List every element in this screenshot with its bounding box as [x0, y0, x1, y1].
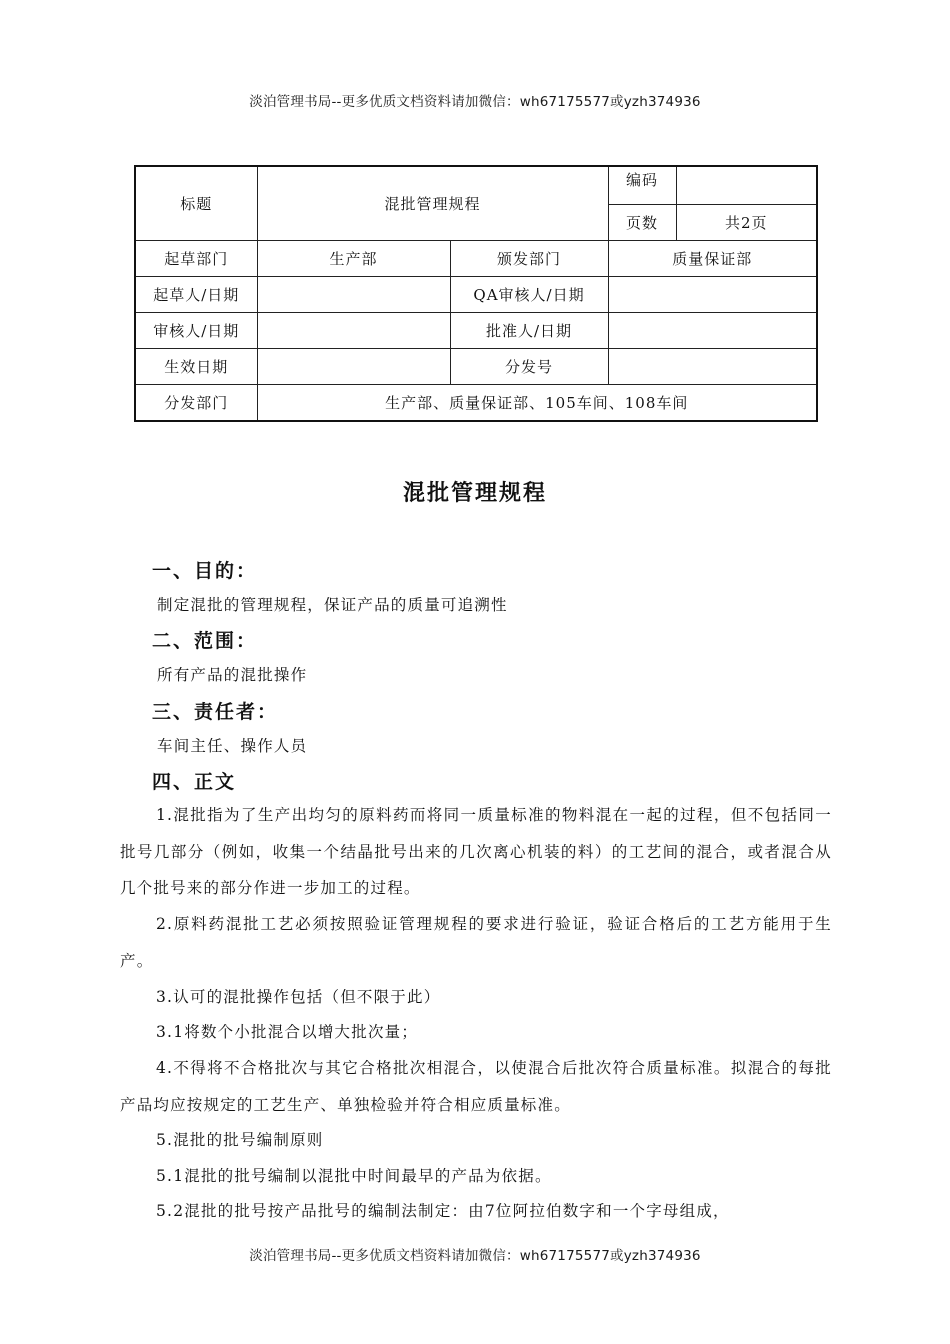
- page-footer: 淡泊管理书局--更多优质文档资料请加微信：wh67175577或yzh374936: [249, 1248, 701, 1264]
- table-row: [135, 277, 817, 313]
- document-title: 混批管理规程: [402, 480, 547, 506]
- approver-label: 批准人/日期: [450, 313, 608, 349]
- section-heading-body: 四、正文: [152, 771, 237, 793]
- document-info-table: [134, 165, 818, 422]
- draft-dept-value: 生产部: [257, 241, 450, 277]
- approver-value: [608, 313, 817, 349]
- effective-date-label: 生效日期: [135, 349, 257, 385]
- effective-date-value: [257, 349, 450, 385]
- pages-value: 共2页: [676, 205, 817, 241]
- table-row: [135, 385, 817, 422]
- title-label: 标题: [135, 166, 257, 241]
- section-text-responsibility: 车间主任、操作人员: [157, 737, 308, 755]
- body-paragraph-5-1: 5.1混批的批号编制以混批中时间最早的产品为依据。: [156, 1167, 552, 1185]
- section-heading-scope: 二、范围：: [152, 630, 258, 652]
- body-paragraph-1: 1.混批指为了生产出均匀的原料药而将同一质量标准的物料混在一起的过程，但不包括同一批号几部分（例如，收集一个结晶批号出来的几次离心机装的料）的工艺间的混合，或者混合从几个批号来的部分作进一步加工的过程。: [120, 806, 832, 897]
- reviewer-value: [257, 313, 450, 349]
- section-text-purpose: 制定混批的管理规程，保证产品的质量可追溯性: [157, 596, 508, 614]
- code-value: [676, 166, 817, 205]
- issue-dept-label: 颁发部门: [450, 241, 608, 277]
- table-row: [135, 166, 817, 205]
- body-paragraph-5-2: 5.2混批的批号按产品批号的编制法制定：由7位阿拉伯数字和一个字母组成，: [156, 1202, 730, 1220]
- distribution-no-label: 分发号: [450, 349, 608, 385]
- body-paragraph-2: 2.原料药混批工艺必须按照验证管理规程的要求进行验证，验证合格后的工艺方能用于生产。: [120, 915, 832, 970]
- section-text-scope: 所有产品的混批操作: [157, 666, 308, 684]
- body-paragraph-3-1: 3.1将数个小批混合以增大批次量；: [156, 1023, 419, 1041]
- code-label: 编码: [608, 166, 676, 205]
- table-row: [135, 349, 817, 385]
- table-row: [135, 313, 817, 349]
- issue-dept-value: 质量保证部: [608, 241, 817, 277]
- body-paragraph-5: 5.混批的批号编制原则: [156, 1131, 324, 1149]
- body-paragraph-4: 4.不得将不合格批次与其它合格批次相混合，以使混合后批次符合质量标准。拟混合的每批产品均应按规定的工艺生产、单独检验并符合相应质量标准。: [120, 1059, 832, 1114]
- drafter-label: 起草人/日期: [135, 277, 257, 313]
- draft-dept-label: 起草部门: [135, 241, 257, 277]
- drafter-value: [257, 277, 450, 313]
- distribution-no-value: [608, 349, 817, 385]
- qa-reviewer-label: QA审核人/日期: [450, 277, 608, 313]
- section-heading-purpose: 一、目的：: [152, 560, 258, 582]
- title-value: 混批管理规程: [257, 166, 608, 241]
- section-heading-responsibility: 三、责任者：: [152, 701, 279, 723]
- table-row: [135, 241, 817, 277]
- body-paragraph-3: 3.认可的混批操作包括（但不限于此）: [156, 988, 441, 1006]
- distribution-dept-label: 分发部门: [135, 385, 257, 422]
- distribution-dept-value: 生产部、质量保证部、105车间、108车间: [257, 385, 817, 422]
- page-header: 淡泊管理书局--更多优质文档资料请加微信：wh67175577或yzh374936: [249, 94, 701, 110]
- pages-label: 页数: [608, 205, 676, 241]
- qa-reviewer-value: [608, 277, 817, 313]
- reviewer-label: 审核人/日期: [135, 313, 257, 349]
